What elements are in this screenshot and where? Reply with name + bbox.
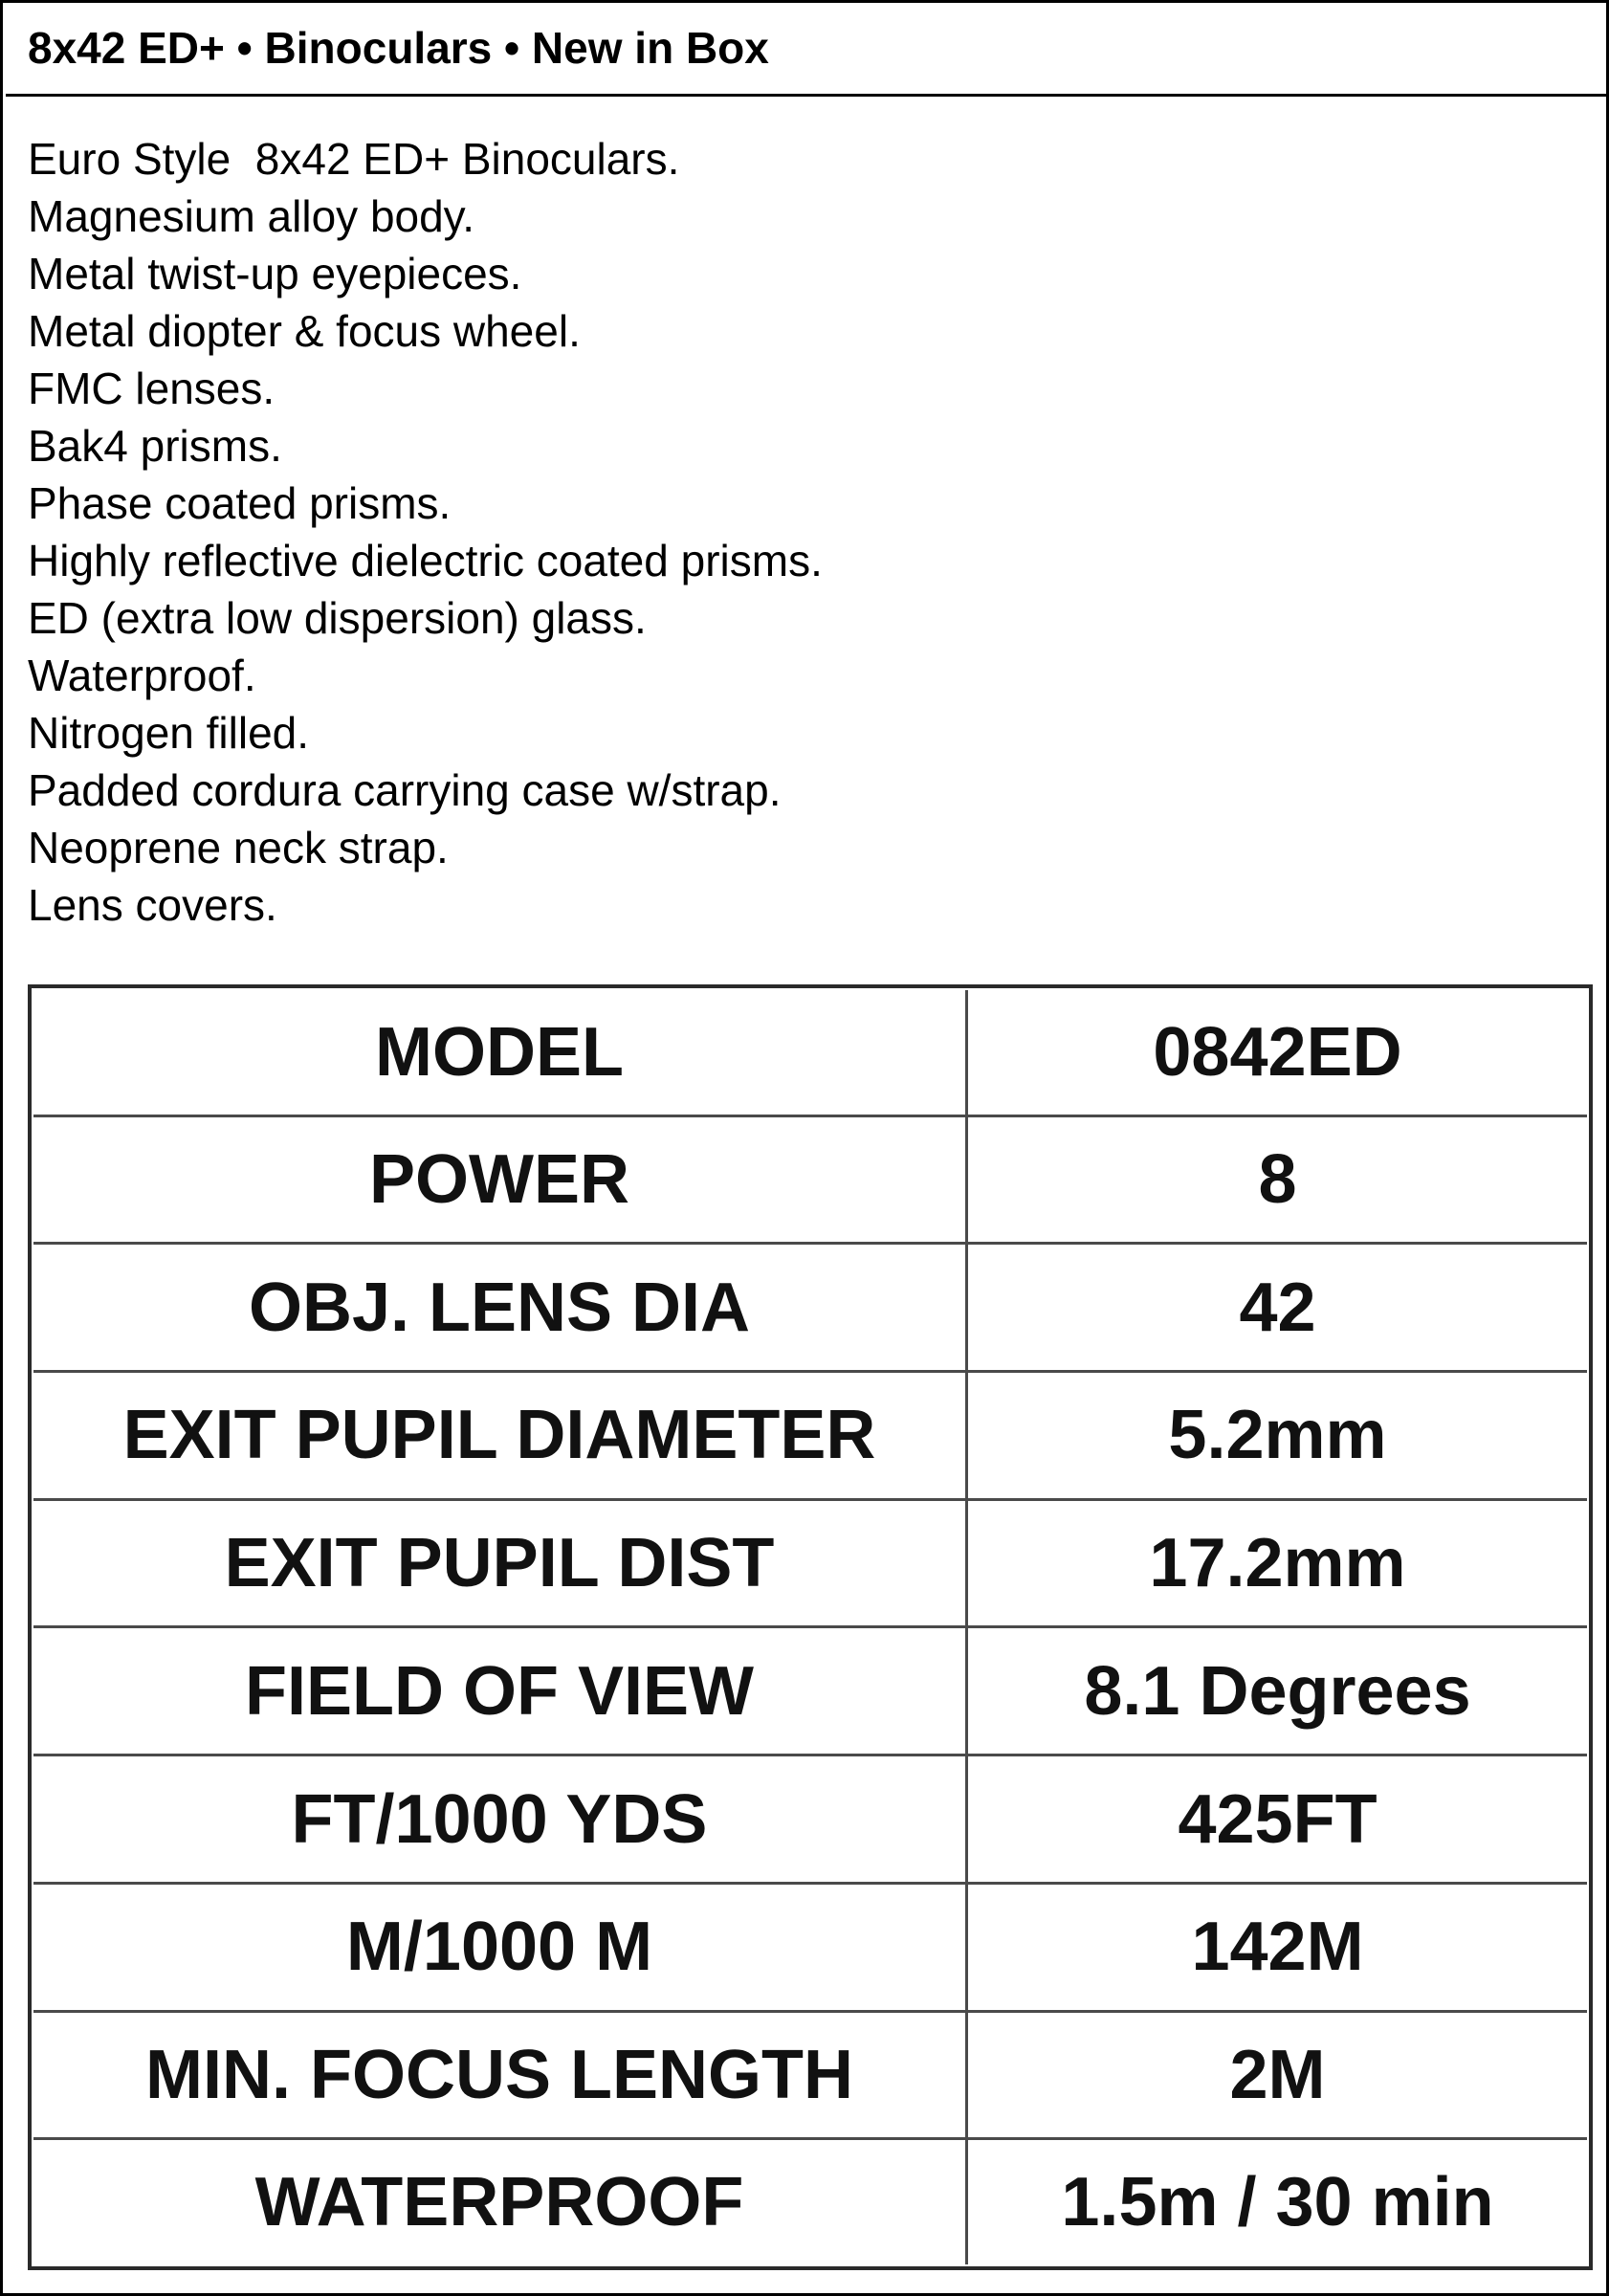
feature-item: Lens covers. bbox=[28, 880, 277, 930]
feature-item: Highly reflective dielectric coated prisms. bbox=[28, 536, 823, 585]
spec-label: MODEL bbox=[33, 990, 967, 1115]
spec-label: MIN. FOCUS LENGTH bbox=[33, 2011, 967, 2139]
spec-label: EXIT PUPIL DIAMETER bbox=[33, 1372, 967, 1500]
spec-row bbox=[33, 1372, 1587, 1500]
spec-label: EXIT PUPIL DIST bbox=[33, 1499, 967, 1627]
feature-item: Padded cordura carrying case w/strap. bbox=[28, 765, 782, 815]
spec-value: 2M bbox=[967, 2011, 1588, 2139]
spec-value: 42 bbox=[967, 1244, 1588, 1372]
spec-table bbox=[33, 990, 1587, 2264]
spec-value: 17.2mm bbox=[967, 1499, 1588, 1627]
feature-list bbox=[28, 130, 1558, 934]
spec-value: 8.1 Degrees bbox=[967, 1627, 1588, 1755]
spec-value: 0842ED bbox=[967, 990, 1588, 1115]
spec-label: OBJ. LENS DIA bbox=[33, 1244, 967, 1372]
spec-row bbox=[33, 1499, 1587, 1627]
feature-item: FMC lenses. bbox=[28, 364, 276, 413]
spec-value: 5.2mm bbox=[967, 1372, 1588, 1500]
spec-row bbox=[33, 1755, 1587, 1884]
spec-row bbox=[33, 1244, 1587, 1372]
header-divider bbox=[6, 94, 1609, 97]
spec-row bbox=[33, 990, 1587, 1115]
feature-item: ED (extra low dispersion) glass. bbox=[28, 593, 647, 643]
spec-label: M/1000 M bbox=[33, 1883, 967, 2011]
feature-item: Magnesium alloy body. bbox=[28, 191, 475, 241]
spec-label: FIELD OF VIEW bbox=[33, 1627, 967, 1755]
feature-item: Phase coated prisms. bbox=[28, 478, 452, 528]
feature-item: Waterproof. bbox=[28, 651, 256, 700]
feature-item: Euro Style 8x42 ED+ Binoculars. bbox=[28, 134, 680, 184]
spec-row bbox=[33, 1115, 1587, 1244]
spec-value: 142M bbox=[967, 1883, 1588, 2011]
spec-table-frame bbox=[28, 984, 1593, 2270]
feature-item: Bak4 prisms. bbox=[28, 421, 282, 471]
spec-row bbox=[33, 1883, 1587, 2011]
spec-label: WATERPROOF bbox=[33, 2139, 967, 2264]
feature-item: Metal diopter & focus wheel. bbox=[28, 306, 581, 356]
feature-item: Metal twist-up eyepieces. bbox=[28, 249, 522, 298]
spec-value: 8 bbox=[967, 1115, 1588, 1244]
spec-row bbox=[33, 1627, 1587, 1755]
spec-value: 425FT bbox=[967, 1755, 1588, 1884]
spec-label: POWER bbox=[33, 1115, 967, 1244]
spec-row bbox=[33, 2011, 1587, 2139]
listing-title: 8x42 ED+ • Binoculars • New in Box bbox=[28, 23, 769, 73]
spec-row bbox=[33, 2139, 1587, 2264]
spec-value: 1.5m / 30 min bbox=[967, 2139, 1588, 2264]
feature-item: Neoprene neck strap. bbox=[28, 823, 449, 872]
spec-label: FT/1000 YDS bbox=[33, 1755, 967, 1884]
feature-item: Nitrogen filled. bbox=[28, 708, 310, 758]
